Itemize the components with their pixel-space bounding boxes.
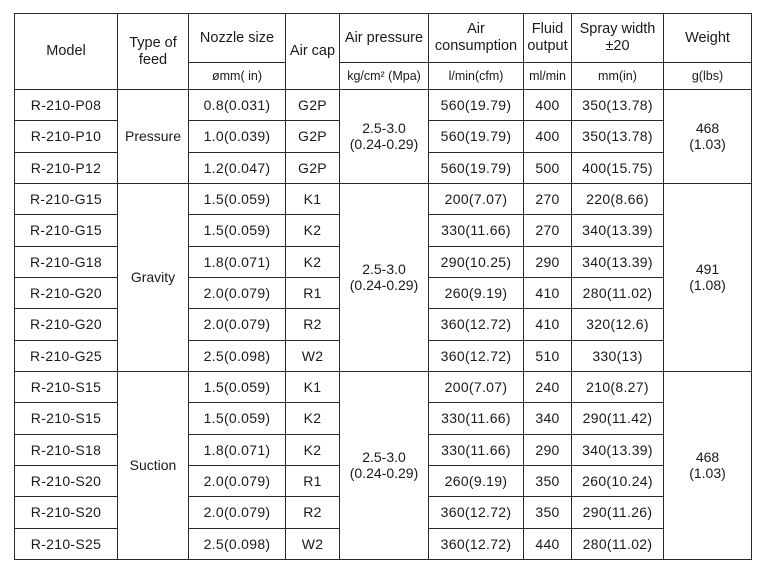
cell-air: 330(11.66) — [429, 434, 524, 465]
cell-nozzle: 1.8(0.071) — [189, 434, 286, 465]
cell-air: 360(12.72) — [429, 528, 524, 559]
table-row — [15, 371, 752, 402]
group-pressure: 2.5-3.0 (0.24-0.29) — [340, 371, 429, 559]
cell-spray: 280(11.02) — [572, 528, 664, 559]
cell-model: R-210-G25 — [15, 340, 118, 371]
header-row — [15, 14, 752, 63]
cell-fluid: 510 — [524, 340, 572, 371]
cell-air: 360(12.72) — [429, 497, 524, 528]
cell-fluid: 440 — [524, 528, 572, 559]
unit-spray-width: mm(in) — [572, 63, 664, 90]
cell-air: 560(19.79) — [429, 90, 524, 121]
cell-nozzle: 1.2(0.047) — [189, 152, 286, 183]
cell-spray: 320(12.6) — [572, 309, 664, 340]
cell-model: R-210-S20 — [15, 465, 118, 496]
cell-nozzle: 2.0(0.079) — [189, 497, 286, 528]
cell-nozzle: 1.5(0.059) — [189, 215, 286, 246]
cell-cap: G2P — [286, 90, 340, 121]
header-model: Model — [15, 14, 118, 90]
cell-air: 360(12.72) — [429, 309, 524, 340]
spec-body — [15, 90, 752, 560]
group-pressure: 2.5-3.0 (0.24-0.29) — [340, 183, 429, 371]
cell-fluid: 400 — [524, 90, 572, 121]
cell-nozzle: 0.8(0.031) — [189, 90, 286, 121]
cell-fluid: 400 — [524, 121, 572, 152]
cell-air: 330(11.66) — [429, 403, 524, 434]
cell-fluid: 270 — [524, 215, 572, 246]
cell-model: R-210-G20 — [15, 309, 118, 340]
cell-air: 260(9.19) — [429, 277, 524, 308]
cell-nozzle: 1.5(0.059) — [189, 403, 286, 434]
cell-nozzle: 1.8(0.071) — [189, 246, 286, 277]
cell-cap: K1 — [286, 183, 340, 214]
cell-nozzle: 2.5(0.098) — [189, 528, 286, 559]
cell-spray: 220(8.66) — [572, 183, 664, 214]
cell-nozzle: 1.5(0.059) — [189, 183, 286, 214]
cell-cap: K2 — [286, 215, 340, 246]
header-weight: Weight — [664, 14, 752, 63]
cell-model: R-210-G15 — [15, 215, 118, 246]
cell-model: R-210-G20 — [15, 277, 118, 308]
group-weight: 491 (1.08) — [664, 183, 752, 371]
group-weight: 468 (1.03) — [664, 90, 752, 184]
cell-model: R-210-P10 — [15, 121, 118, 152]
group-weight: 468 (1.03) — [664, 371, 752, 559]
cell-spray: 260(10.24) — [572, 465, 664, 496]
cell-cap: R2 — [286, 309, 340, 340]
cell-cap: R1 — [286, 277, 340, 308]
cell-fluid: 500 — [524, 152, 572, 183]
header-air-cap: Air cap — [286, 14, 340, 90]
cell-fluid: 290 — [524, 246, 572, 277]
cell-model: R-210-G15 — [15, 183, 118, 214]
cell-nozzle: 2.0(0.079) — [189, 465, 286, 496]
table-row — [15, 90, 752, 121]
cell-cap: K2 — [286, 246, 340, 277]
cell-cap: K2 — [286, 403, 340, 434]
cell-model: R-210-S25 — [15, 528, 118, 559]
cell-air: 560(19.79) — [429, 152, 524, 183]
cell-model: R-210-G18 — [15, 246, 118, 277]
unit-weight: g(lbs) — [664, 63, 752, 90]
cell-fluid: 350 — [524, 465, 572, 496]
cell-cap: W2 — [286, 340, 340, 371]
cell-fluid: 350 — [524, 497, 572, 528]
group-feed: Pressure — [118, 90, 189, 184]
unit-nozzle-size: ømm( in) — [189, 63, 286, 90]
header-nozzle-size: Nozzle size — [189, 14, 286, 63]
cell-cap: R1 — [286, 465, 340, 496]
header-spray-width: Spray width ±20 — [572, 14, 664, 63]
unit-fluid-output: ml/min — [524, 63, 572, 90]
table-row — [15, 183, 752, 214]
cell-cap: G2P — [286, 121, 340, 152]
header-fluid-output: Fluid output — [524, 14, 572, 63]
cell-fluid: 340 — [524, 403, 572, 434]
cell-fluid: 410 — [524, 309, 572, 340]
cell-cap: W2 — [286, 528, 340, 559]
header-air-consumption: Air consumption — [429, 14, 524, 63]
group-feed: Gravity — [118, 183, 189, 371]
group-feed: Suction — [118, 371, 189, 559]
cell-air: 360(12.72) — [429, 340, 524, 371]
cell-air: 200(7.07) — [429, 183, 524, 214]
cell-spray: 290(11.26) — [572, 497, 664, 528]
header-type-of-feed: Type of feed — [118, 14, 189, 90]
cell-model: R-210-S20 — [15, 497, 118, 528]
unit-air-consumption: l/min(cfm) — [429, 63, 524, 90]
cell-cap: R2 — [286, 497, 340, 528]
cell-spray: 340(13.39) — [572, 215, 664, 246]
cell-cap: G2P — [286, 152, 340, 183]
header-air-pressure: Air pressure — [340, 14, 429, 63]
cell-cap: K2 — [286, 434, 340, 465]
cell-air: 560(19.79) — [429, 121, 524, 152]
cell-spray: 290(11.42) — [572, 403, 664, 434]
cell-air: 260(9.19) — [429, 465, 524, 496]
group-pressure: 2.5-3.0 (0.24-0.29) — [340, 90, 429, 184]
cell-spray: 340(13.39) — [572, 434, 664, 465]
cell-cap: K1 — [286, 371, 340, 402]
cell-nozzle: 1.5(0.059) — [189, 371, 286, 402]
cell-spray: 330(13) — [572, 340, 664, 371]
cell-fluid: 240 — [524, 371, 572, 402]
cell-model: R-210-S15 — [15, 403, 118, 434]
cell-spray: 210(8.27) — [572, 371, 664, 402]
unit-air-pressure: kg/cm² (Mpa) — [340, 63, 429, 90]
cell-fluid: 270 — [524, 183, 572, 214]
cell-nozzle: 2.5(0.098) — [189, 340, 286, 371]
cell-spray: 400(15.75) — [572, 152, 664, 183]
spec-table — [14, 13, 752, 560]
cell-air: 290(10.25) — [429, 246, 524, 277]
cell-model: R-210-P08 — [15, 90, 118, 121]
cell-spray: 350(13.78) — [572, 90, 664, 121]
cell-model: R-210-P12 — [15, 152, 118, 183]
cell-nozzle: 2.0(0.079) — [189, 309, 286, 340]
cell-fluid: 290 — [524, 434, 572, 465]
cell-nozzle: 2.0(0.079) — [189, 277, 286, 308]
cell-air: 200(7.07) — [429, 371, 524, 402]
cell-fluid: 410 — [524, 277, 572, 308]
cell-spray: 350(13.78) — [572, 121, 664, 152]
cell-model: R-210-S15 — [15, 371, 118, 402]
cell-air: 330(11.66) — [429, 215, 524, 246]
cell-nozzle: 1.0(0.039) — [189, 121, 286, 152]
cell-model: R-210-S18 — [15, 434, 118, 465]
cell-spray: 340(13.39) — [572, 246, 664, 277]
cell-spray: 280(11.02) — [572, 277, 664, 308]
